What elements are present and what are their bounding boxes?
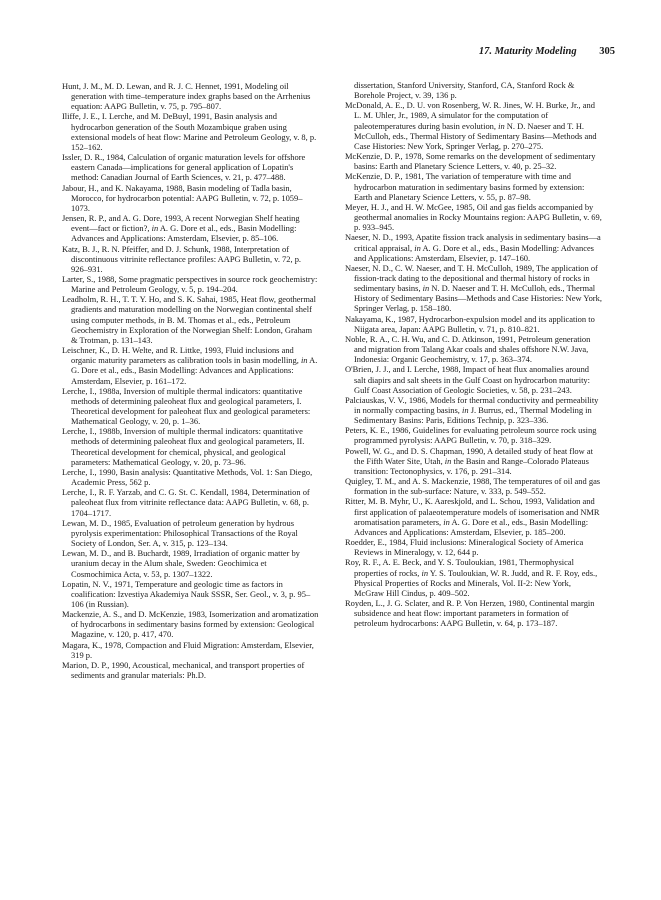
reference-entry: Magara, K., 1978, Compaction and Fluid Migration: Amsterdam, Elsevier, 319 p. <box>62 639 314 660</box>
reference-entry: Lerche, I., 1988a, Inversion of multiple thermal indicators: quantitative methods of determining paleoheat flux and geological parameters, I. Theoretical development for paleoheat flux and geological parameters: Mathematical Geology, v. 20, p. 1–36. <box>62 385 311 427</box>
reference-entry: Peters, K. E., 1986, Guidelines for evaluating petroleum source rock using programmed pyrolysis: AAPG Bulletin, v. 70, p. 318–329. <box>345 425 597 446</box>
reference-entry: McDonald, A. E., D. U. von Rosenberg, W. R. Jines, W. H. Burke, Jr., and L. M. Uhler, Jr., 1989, A simulator for the computation of paleotemperatures during basin evolution, in N. D. Naeser and T. H. McCulloh, eds., Thermal History of Sedimentary Basins—Methods and Case Histories: New York, Springer Verlag, p. 270–275. <box>345 100 597 151</box>
reference-entry: Roedder, E., 1984, Fluid inclusions: Mineralogical Society of America Reviews in Mineralogy, v. 12, 644 p. <box>345 537 584 558</box>
reference-entry: Leischner, K., D. H. Welte, and R. Littke, 1993, Fluid inclusions and organic maturity parameters as calibration tools in basin modelling, in A. G. Dore et al., eds., Basin Modelling: Advances and Applications: Amsterdam, Elsevier, p. 161–172. <box>62 345 318 386</box>
reference-entry: Powell, W. G., and D. S. Chapman, 1990, A detailed study of heat flow at the Fifth Water Site, Utah, in the Basin and Range–Colorado Plateaus transition: Tectonophysics, v. 176, p. 291–314. <box>345 445 593 476</box>
running-header <box>479 46 615 57</box>
reference-entry: Lewan, M. D., and B. Buchardt, 1989, Irradiation of organic matter by uranium decay in the Alum shale, Sweden: Geochimica et Cosmochimica Acta, v. 53, p. 1307–1322. <box>62 548 300 579</box>
reference-entry: Lerche, I., R. F. Yarzab, and C. G. St. C. Kendall, 1984, Determination of paleoheat flux from vitrinite reflectance data: AAPG Bulletin, v. 68, p. 1704–1717. <box>62 487 310 518</box>
references-left-column <box>62 81 319 680</box>
reference-entry: Leadholm, R. H., T. T. Y. Ho, and S. K. Sahai, 1985, Heat flow, geothermal gradients and maturation modelling on the Norwegian continental shelf using computer methods, in B. M. Thomas et al., eds., Petroleum Geochemistry in Exploration of the Norwegian Shelf: London, Graham & Trotman, p. 131–143. <box>62 294 317 345</box>
reference-entry: McKenzie, D. P., 1978, Some remarks on the development of sedimentary basins: Earth and Planetary Science Letters, v. 40, p. 25–32. <box>345 151 596 172</box>
chapter-title: 17. Maturity Modeling <box>478 46 577 57</box>
reference-entry: Lerche, I., 1990, Basin analysis: Quantitative Methods, Vol. 1: San Diego, Academic Press, 562 p. <box>62 466 313 488</box>
reference-entry: O'Brien, J. J., and I. Lerche, 1988, Impact of heat flux anomalies around salt diapirs and salt sheets in the Gulf Coast on hydrocarbon maturity: Gulf Coast Association of Geologic Societies, v. 58, p. 231–243. <box>345 364 590 395</box>
reference-entry: Lewan, M. D., 1985, Evaluation of petroleum generation by hydrous pyrolysis experimentation: Philosophical Transactions of the Royal Society of London, Ser. A, v. 315, p. 123–134. <box>62 517 298 549</box>
reference-entry: Noble, R. A., C. H. Wu, and C. D. Atkinson, 1991, Petroleum generation and migration from Talang Akar coals and shales offshore N.W. Java, Indonesia: Organic Geochemistry, v. 17, p. 363–374. <box>345 333 591 365</box>
reference-entry: Roy, R. F., A. E. Beck, and Y. S. Touloukian, 1981, Thermophysical properties of rocks, in Y. S. Touloukian, W. R. Judd, and R. F. Roy, eds., Physical Properties of Rocks and Minerals, Vol. II-2: New York, McGraw Hill Cindus, p. 409–502. <box>345 557 598 598</box>
reference-entry: Hunt, J. M., M. D. Lewan, and R. J. C. Hennet, 1991, Modeling oil generation with time–temperature index graphs based on the Arrhenius equation: AAPG Bulletin, v. 75, p. 795–807. <box>62 81 311 112</box>
reference-entry: Palciauskas, V. V., 1986, Models for thermal conductivity and permeability in normally compacting basins, in J. Burrus, ed., Thermal Modeling in Sedimentary Basins: Paris, Editions Technip, p. 323–336. <box>345 394 599 426</box>
reference-entry: Meyer, H. J., and H. W. McGee, 1985, Oil and gas fields accompanied by geothermal anomalies in Rocky Mountains region: AAPG Bulletin, v. 69, p. 933–945. <box>345 201 602 233</box>
reference-entry: Jabour, H., and K. Nakayama, 1988, Basin modeling of Tadla basin, Morocco, for hydrocarbon potential: AAPG Bulletin, v. 72, p. 1059–1073. <box>62 182 303 213</box>
reference-entry: Royden, L., J. G. Sclater, and R. P. Von Herzen, 1980, Continental margin subsidence and heat flow: important parameters in formation of petroleum hydrocarbons: AAPG Bulletin, v. 64, p. 173–187. <box>345 597 595 629</box>
reference-entry: dissertation, Stanford University, Stanford, CA, Stanford Rock & Borehole Project, v. 39, 136 p. <box>354 80 575 101</box>
page-number: 305 <box>599 46 615 57</box>
reference-entry: Lopatin, N. V., 1971, Temperature and geologic time as factors in coalification: Izvestiya Akademiya Nauk SSSR, Ser. Geol., v. 3, p. 95–106 (in Russian). <box>62 578 311 609</box>
reference-entry: Ritter, M. B. Myhr, U., K. Aareskjold, and L. Schou, 1993, Validation and first application of palaeotemperature models of isomerisation and NMR aromatisation parameters, in A. G. Dore et al., eds., Basin Modelling: Advances and Applications: Amsterdam, Elsevier, p. 185–200. <box>345 496 600 537</box>
reference-entry: Marion, D. P., 1990, Acoustical, mechanical, and transport properties of sediments and granular materials: Ph.D. <box>62 659 305 681</box>
references-right-column <box>345 80 602 628</box>
reference-entry: Lerche, I., 1988b, Inversion of multiple thermal indicators: quantitative methods of determining paleoheat flux and geological parameters, II. Theoretical development for chemical, physical, and geological parameters: Mathematical Geology, v. 20, p. 73–96. <box>62 426 305 467</box>
reference-entry: Iliffe, J. E., I. Lerche, and M. DeBuyl, 1991, Basin analysis and hydrocarbon generation of the South Mozambique graben using extensional models of heat flow: Marine and Petroleum Geology, v. 8, p. 152–162. <box>62 111 317 152</box>
reference-entry: Naeser, N. D., 1993, Apatite fission track analysis in sedimentary basins—a critical appraisal, in A. G. Dore et al., eds., Basin Modelling: Advances and Applications: Amsterdam, Elsevier, p. 147–160. <box>345 232 601 263</box>
reference-entry: Mackenzie, A. S., and D. McKenzie, 1983, Isomerization and aromatization of hydrocarbons in sedimentary basins formed by extension: Geological Magazine, v. 120, p. 417, 470. <box>62 609 319 640</box>
reference-entry: Issler, D. R., 1984, Calculation of organic maturation levels for offshore eastern Canada—implications for general application of Lopatin's method: Canadian Journal of Earth Sciences, v. 21, p. 477–488. <box>62 152 306 183</box>
reference-entry: Jensen, R. P., and A. G. Dore, 1993, A recent Norwegian Shelf heating event—fact or fiction?, in A. G. Dore et al., eds., Basin Modelling: Advances and Applications: Amsterdam, Elsevier, p. 85–106. <box>62 213 300 244</box>
reference-entry: Katz, B. J., R. N. Pfeiffer, and D. J. Schunk, 1988, Interpretation of discontinuous vitrinite reflectance profiles: AAPG Bulletin, v. 72, p. 926–931. <box>62 243 302 274</box>
reference-entry: Larter, S., 1988, Some pragmatic perspectives in source rock geochemistry: Marine and Petroleum Geology, v. 5, p. 194–204. <box>62 273 318 295</box>
reference-entry: Quigley, T. M., and A. S. Mackenzie, 1988, The temperatures of oil and gas formation in the sub-surface: Nature, v. 333, p. 549–552. <box>345 476 601 497</box>
reference-entry: Naeser, N. D., C. W. Naeser, and T. H. McCulloh, 1989, The application of fission-track dating to the depositional and thermal history of rocks in sedimentary basins, in N. D. Naeser and T. H. McCulloh, eds., Thermal History of Sedimentary Basins—Methods and Case Histories: New York, Springer Verlag, p. 158–180. <box>345 262 602 314</box>
reference-entry: McKenzie, D. P., 1981, The variation of temperature with time and hydrocarbon maturation in sedimentary basins formed by extension: Earth and Planetary Science Letters, v. 55, p. 87–98. <box>345 171 585 202</box>
reference-entry: Nakayama, K., 1987, Hydrocarbon-expulsion model and its application to Niigata area, Japan: AAPG Bulletin, v. 71, p. 810–821. <box>345 313 595 334</box>
